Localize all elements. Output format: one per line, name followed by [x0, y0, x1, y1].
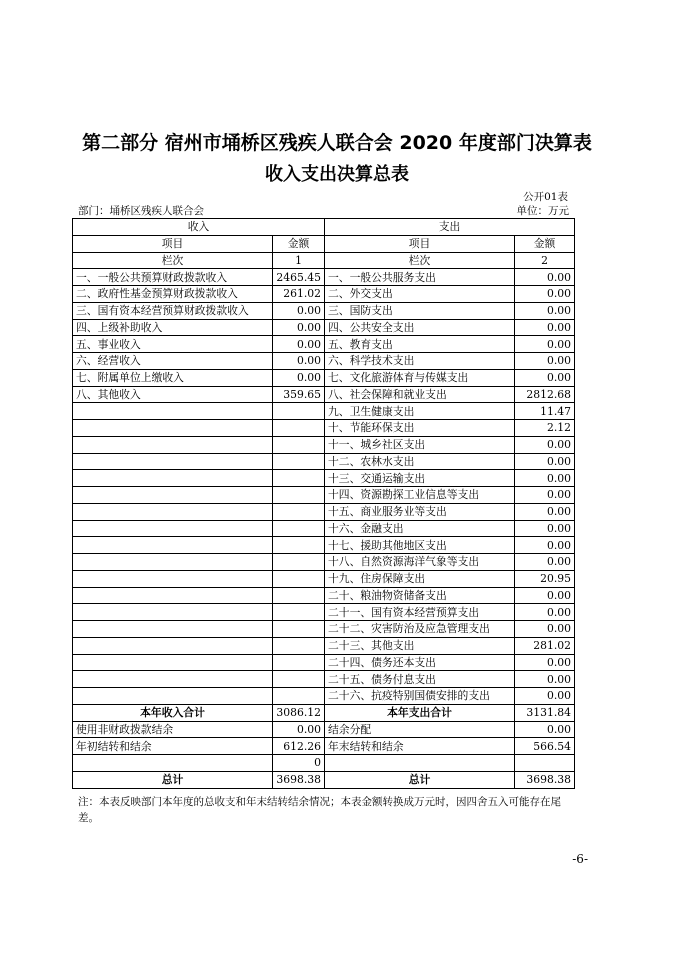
- expense-grand-total-value: 3698.38: [515, 771, 575, 788]
- expense-item-value: 20.95: [515, 570, 575, 587]
- blank-row: [73, 755, 575, 772]
- table-row: [73, 520, 575, 537]
- expense-item-value: 0.00: [515, 336, 575, 353]
- table-row: [73, 503, 575, 520]
- income-item-label: 一、一般公共预算财政拨款收入: [73, 269, 273, 286]
- begin-carryover-value: 612.26: [273, 738, 325, 755]
- income-header: 收入: [73, 219, 325, 236]
- row-label-expense: 栏次: [325, 252, 515, 269]
- income-item-value: [273, 654, 325, 671]
- income-item-label: [73, 554, 273, 571]
- expense-item-value: 0.00: [515, 302, 575, 319]
- income-item-value: [273, 436, 325, 453]
- col-index-2: 2: [515, 252, 575, 269]
- income-item-label: [73, 637, 273, 654]
- nonfiscal-label: 使用非财政拨款结余: [73, 721, 273, 738]
- income-item-label: 七、附属单位上缴收入: [73, 369, 273, 386]
- expense-item-value: 0.00: [515, 688, 575, 705]
- income-item-label: [73, 453, 273, 470]
- income-item-label: 五、事业收入: [73, 336, 273, 353]
- income-item-label: [73, 587, 273, 604]
- expense-item-label: 二十一、国有资本经营预算支出: [325, 604, 515, 621]
- expense-item-label: 二十三、其他支出: [325, 637, 515, 654]
- expense-item-label: 十五、商业服务业等支出: [325, 503, 515, 520]
- income-item-value: [273, 453, 325, 470]
- table-body: [73, 219, 575, 789]
- income-item-value: [273, 587, 325, 604]
- row-label-income: 栏次: [73, 252, 273, 269]
- expense-grand-total-label: 总计: [325, 771, 515, 788]
- table-row: [73, 319, 575, 336]
- table-row: [73, 570, 575, 587]
- expense-item-label: 一、一般公共服务支出: [325, 269, 515, 286]
- expense-item-label: 九、卫生健康支出: [325, 403, 515, 420]
- expense-item-label: 七、文化旅游体育与传媒支出: [325, 369, 515, 386]
- income-item-label: [73, 470, 273, 487]
- table-row: [73, 353, 575, 370]
- table-row: [73, 470, 575, 487]
- expense-item-value: 0.00: [515, 654, 575, 671]
- income-item-value: [273, 604, 325, 621]
- income-item-label: 八、其他收入: [73, 386, 273, 403]
- income-item-value: 2465.45: [273, 269, 325, 286]
- blank-cell: [325, 755, 515, 772]
- expense-year-total-value: 3131.84: [515, 704, 575, 721]
- income-item-value: [273, 537, 325, 554]
- expense-item-value: 2812.68: [515, 386, 575, 403]
- expense-item-label: 二十、粮油物资储备支出: [325, 587, 515, 604]
- expense-item-label: 五、教育支出: [325, 336, 515, 353]
- expense-amount-header: 金额: [515, 235, 575, 252]
- grand-total-row: [73, 771, 575, 788]
- income-item-label: [73, 621, 273, 638]
- table-row: [73, 637, 575, 654]
- income-item-value: [273, 420, 325, 437]
- department-label: 部门：埇桥区残疾人联合会: [78, 205, 204, 217]
- expense-item-label: 二十四、债务还本支出: [325, 654, 515, 671]
- expense-item-label: 十八、自然资源海洋气象等支出: [325, 554, 515, 571]
- expense-item-label: 十三、交通运输支出: [325, 470, 515, 487]
- table-row: [73, 336, 575, 353]
- income-item-label: [73, 570, 273, 587]
- income-item-value: [273, 637, 325, 654]
- income-item-value: 0.00: [273, 336, 325, 353]
- income-item-label: [73, 420, 273, 437]
- income-item-value: [273, 570, 325, 587]
- income-item-header: 项目: [73, 235, 273, 252]
- income-item-label: [73, 537, 273, 554]
- table-row: [73, 369, 575, 386]
- expense-item-label: 三、国防支出: [325, 302, 515, 319]
- income-item-value: [273, 688, 325, 705]
- table-row: [73, 621, 575, 638]
- income-item-value: 0.00: [273, 319, 325, 336]
- expense-item-label: 十二、农林水支出: [325, 453, 515, 470]
- col-index-1: 1: [273, 252, 325, 269]
- expense-item-header: 项目: [325, 235, 515, 252]
- income-item-label: [73, 436, 273, 453]
- expense-item-value: 0.00: [515, 621, 575, 638]
- income-grand-total-value: 3698.38: [273, 771, 325, 788]
- table-row: [73, 420, 575, 437]
- expense-item-label: 十六、金融支出: [325, 520, 515, 537]
- expense-item-value: 0.00: [515, 554, 575, 571]
- income-year-total-value: 3086.12: [273, 704, 325, 721]
- table-row: [73, 554, 575, 571]
- surplus-alloc-label: 结余分配: [325, 721, 515, 738]
- blank-cell: [73, 755, 273, 772]
- income-item-value: [273, 470, 325, 487]
- expense-item-value: 0.00: [515, 436, 575, 453]
- income-item-value: [273, 520, 325, 537]
- income-item-value: [273, 503, 325, 520]
- expense-item-label: 八、社会保障和就业支出: [325, 386, 515, 403]
- income-item-label: 四、上级补助收入: [73, 319, 273, 336]
- form-code: 公开01表: [523, 191, 568, 203]
- page-number: -6-: [572, 852, 588, 866]
- expense-item-value: 11.47: [515, 403, 575, 420]
- expense-item-value: 0.00: [515, 319, 575, 336]
- income-item-value: 261.02: [273, 286, 325, 303]
- table-row: [73, 386, 575, 403]
- expense-item-value: 0.00: [515, 487, 575, 504]
- table-row: [73, 286, 575, 303]
- expense-item-value: 0.00: [515, 537, 575, 554]
- column-header-row: [73, 235, 575, 252]
- expense-item-value: 0.00: [515, 503, 575, 520]
- expense-item-value: 0.00: [515, 353, 575, 370]
- expense-item-value: 0.00: [515, 286, 575, 303]
- income-item-value: 0.00: [273, 369, 325, 386]
- table-row: [73, 302, 575, 319]
- income-item-label: 六、经营收入: [73, 353, 273, 370]
- expense-year-total-label: 本年支出合计: [325, 704, 515, 721]
- income-expense-table: [72, 218, 575, 789]
- expense-item-label: 十九、住房保障支出: [325, 570, 515, 587]
- year-total-row: [73, 704, 575, 721]
- nonfiscal-row: [73, 721, 575, 738]
- table-row: [73, 688, 575, 705]
- end-carryover-label: 年末结转和结余: [325, 738, 515, 755]
- income-item-value: 0.00: [273, 353, 325, 370]
- blank-cell: [515, 755, 575, 772]
- income-item-label: [73, 671, 273, 688]
- unit-label: 单位：万元: [516, 205, 569, 217]
- income-item-value: [273, 487, 325, 504]
- column-index-row: [73, 252, 575, 269]
- section-header-row: [73, 219, 575, 236]
- expense-item-value: 0.00: [515, 470, 575, 487]
- income-amount-header: 金额: [273, 235, 325, 252]
- expense-item-label: 六、科学技术支出: [325, 353, 515, 370]
- expense-item-value: 0.00: [515, 587, 575, 604]
- income-item-value: [273, 621, 325, 638]
- table-row: [73, 654, 575, 671]
- income-item-value: [273, 403, 325, 420]
- expense-item-value: 281.02: [515, 637, 575, 654]
- expense-item-label: 十七、援助其他地区支出: [325, 537, 515, 554]
- income-item-label: [73, 503, 273, 520]
- income-item-label: [73, 688, 273, 705]
- income-item-label: [73, 487, 273, 504]
- income-item-value: [273, 671, 325, 688]
- blank-value: 0: [273, 755, 325, 772]
- expense-header: 支出: [325, 219, 575, 236]
- expense-item-label: 十一、城乡社区支出: [325, 436, 515, 453]
- end-carryover-value: 566.54: [515, 738, 575, 755]
- begin-carryover-label: 年初结转和结余: [73, 738, 273, 755]
- table-row: [73, 403, 575, 420]
- expense-item-value: 0.00: [515, 453, 575, 470]
- income-item-value: 359.65: [273, 386, 325, 403]
- income-item-value: [273, 554, 325, 571]
- table-row: [73, 269, 575, 286]
- table-row: [73, 604, 575, 621]
- income-item-label: [73, 654, 273, 671]
- expense-item-label: 二十五、债务付息支出: [325, 671, 515, 688]
- page-title: 第二部分 宿州市埇桥区残疾人联合会 2020 年度部门决算表: [82, 132, 592, 154]
- income-item-label: [73, 403, 273, 420]
- expense-item-value: 0.00: [515, 269, 575, 286]
- surplus-alloc-value: 0.00: [515, 721, 575, 738]
- table-title: 收入支出决算总表: [265, 164, 409, 185]
- table-row: [73, 487, 575, 504]
- expense-item-label: 二、外交支出: [325, 286, 515, 303]
- expense-item-value: 0.00: [515, 520, 575, 537]
- expense-item-value: 0.00: [515, 369, 575, 386]
- table-row: [73, 453, 575, 470]
- expense-item-value: 0.00: [515, 671, 575, 688]
- expense-item-label: 十四、资源勘探工业信息等支出: [325, 487, 515, 504]
- income-item-value: 0.00: [273, 302, 325, 319]
- table-row: [73, 587, 575, 604]
- table-row: [73, 537, 575, 554]
- income-grand-total-label: 总计: [73, 771, 273, 788]
- expense-item-value: 0.00: [515, 604, 575, 621]
- table-row: [73, 671, 575, 688]
- expense-item-label: 二十六、抗疫特别国债安排的支出: [325, 688, 515, 705]
- expense-item-label: 十、节能环保支出: [325, 420, 515, 437]
- income-item-label: [73, 604, 273, 621]
- expense-item-label: 四、公共安全支出: [325, 319, 515, 336]
- nonfiscal-value: 0.00: [273, 721, 325, 738]
- expense-item-label: 二十二、灾害防治及应急管理支出: [325, 621, 515, 638]
- table-row: [73, 436, 575, 453]
- carryover-row: [73, 738, 575, 755]
- income-item-label: 三、国有资本经营预算财政拨款收入: [73, 302, 273, 319]
- footnote: 注：本表反映部门本年度的总收支和年末结转结余情况；本表金额转换成万元时，因四舍五入可能存在尾差。: [78, 796, 561, 824]
- income-item-label: [73, 520, 273, 537]
- income-item-label: 二、政府性基金预算财政拨款收入: [73, 286, 273, 303]
- income-year-total-label: 本年收入合计: [73, 704, 273, 721]
- expense-item-value: 2.12: [515, 420, 575, 437]
